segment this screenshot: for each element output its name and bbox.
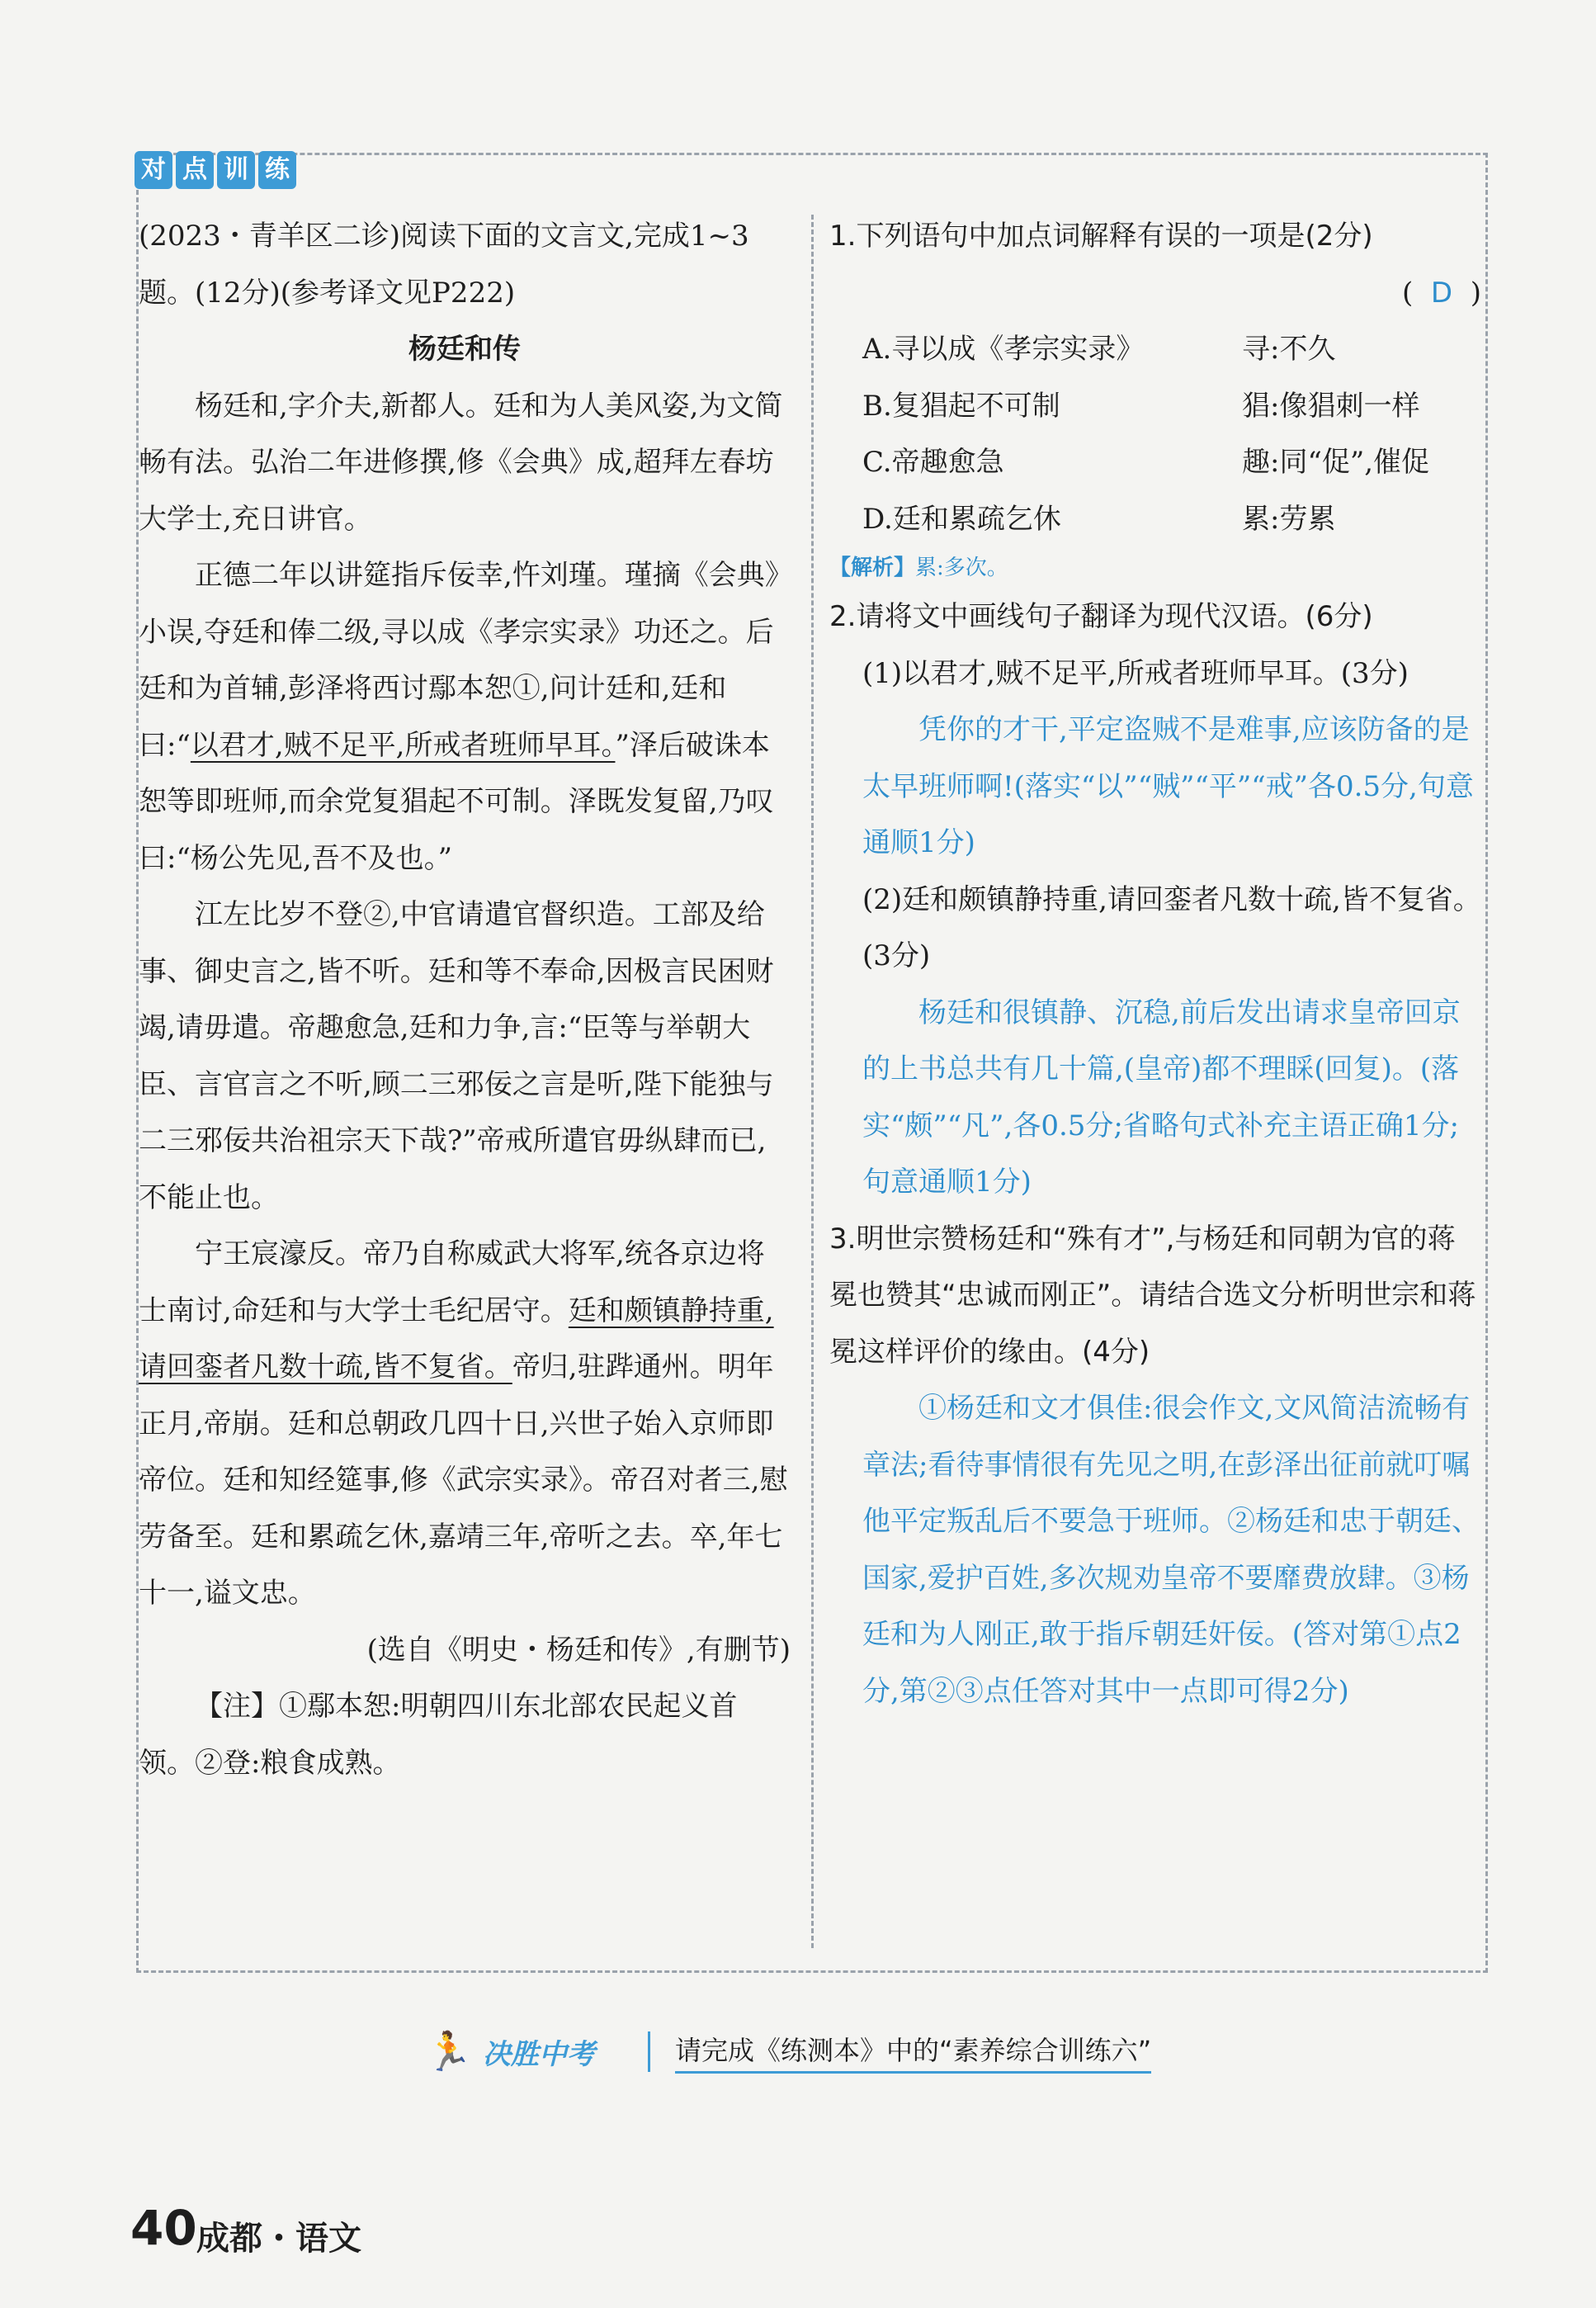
footer-banner	[425, 2027, 1209, 2076]
question-1-answer: D	[1430, 276, 1453, 310]
passage-paragraph-2	[139, 547, 791, 887]
section-tag-char: 对	[135, 151, 172, 189]
analysis-label: 【解析】	[829, 556, 916, 580]
analysis	[829, 547, 1481, 589]
underlined-sentence-2: 廷和颇镇静持重,请回銮者凡数十疏,皆不复省。	[139, 1294, 774, 1383]
question-3-answer: ①杨廷和文才俱佳:很会作文,文风简洁流畅有章法;看待事情很有先见之明,在彭泽出征前就叮嘱他平定叛乱后不要急于班师。②杨廷和忠于朝廷、国家,爱护百姓,多次规劝皇帝不要靡费放肆。③杨廷和为人刚正,敢于指斥朝廷奸佞。(答对第①点2分,第②③点任答对其中一点即可得2分)	[862, 1392, 1480, 1708]
passage-paragraph-3: 江左比岁不登②,中官请遣官督织造。工部及给事、御史言之,皆不听。廷和等不奉命,因极言民困财竭,请毋遣。帝趣愈急,廷和力争,言:“臣等与举朝大臣、言官言之不听,顾二三邪佞之言是听,陛下能独与二三邪佞共治祖宗天下哉?”帝戒所遣官毋纵肆而已,不能止也。	[139, 898, 774, 1214]
option-row	[829, 378, 1481, 435]
column-divider	[811, 215, 814, 1948]
option-text: B.复猖起不可制	[862, 389, 1060, 423]
analysis-text: 累:多次。	[915, 556, 1008, 580]
option-gloss: 趣:同“促”,催促	[1242, 446, 1430, 479]
passage-text: ”泽后破诛本恕等即班师,而余党复猖起不可制。泽既发复留,乃叹曰:“杨公先见,吾不及也。”	[139, 728, 774, 875]
passage-paragraph-4	[139, 1226, 791, 1622]
option-gloss: 寻:不久	[1242, 333, 1336, 366]
section-tag-char: 练	[258, 151, 296, 189]
questions-column	[829, 208, 1481, 1719]
passage-text: 帝归,驻跸通州。明年正月,帝崩。廷和总朝政几四十日,兴世子始入京师即帝位。廷和知经筵事,修《武宗实录》。帝召对者三,慰劳备至。廷和累疏乞休,嘉靖三年,帝听之去。卒,年七十一,谥文忠。	[139, 1350, 788, 1610]
passage-paragraph-1: 杨廷和,字介夫,新都人。廷和为人美风姿,为文简畅有法。弘治二年进修撰,修《会典》成,超拜左春坊大学士,充日讲官。	[139, 389, 783, 536]
question-2-2: (2)廷和颇镇静持重,请回銮者凡数十疏,皆不复省。(3分)	[862, 882, 1481, 972]
question-1-answer-box	[829, 265, 1481, 322]
runner-icon: 🏃	[425, 2029, 473, 2074]
passage-intro: (2023・青羊区二诊)阅读下面的文言文,完成1~3题。(12分)(参考译文见P222)	[139, 220, 749, 310]
question-2-1-answer: 凭你的才干,平定盗贼不是难事,应该防备的是太早班师啊!(落实“以”“贼”“平”“戒”各0.5分,句意通顺1分)	[862, 713, 1474, 859]
section-tag	[135, 151, 296, 189]
option-row	[829, 321, 1481, 378]
section-tag-char: 训	[217, 151, 255, 189]
question-2-1: (1)以君才,贼不足平,所戒者班师早耳。(3分)	[862, 656, 1409, 690]
passage-text: 宁王宸濠反。帝乃自称威武大将军,统各京边将士南讨,命廷和与大学士毛纪居守。	[139, 1237, 765, 1327]
option-text: A.寻以成《孝宗实录》	[862, 333, 1145, 366]
passage-title: 杨廷和传	[408, 333, 521, 366]
question-2: 2.请将文中画线句子翻译为现代汉语。(6分)	[829, 600, 1373, 633]
passage-column	[139, 208, 791, 1791]
page-label: 成都・语文	[196, 2220, 361, 2258]
underlined-sentence-1: 以君才,贼不足平,所戒者班师早耳。	[190, 728, 616, 762]
option-row	[829, 434, 1481, 491]
option-gloss: 累:劳累	[1242, 502, 1336, 536]
banner-text: 请完成《练测本》中的“素养综合训练六”	[675, 2030, 1151, 2074]
paren-open: (	[1402, 276, 1414, 310]
question-1: 1.下列语句中加点词解释有误的一项是(2分)	[829, 220, 1373, 253]
paren-close: )	[1470, 276, 1481, 310]
option-gloss: 猖:像猖刺一样	[1242, 389, 1420, 423]
question-3: 3.明世宗赞杨廷和“殊有才”,与杨廷和同朝为官的蒋冕也赞其“忠诚而刚正”。请结合选文分析明世宗和蒋冕这样评价的缘由。(4分)	[829, 1222, 1476, 1369]
option-text: C.帝趣愈急	[862, 446, 1004, 479]
page-number: 40	[130, 2200, 197, 2256]
brand-logo: 决胜中考	[483, 2031, 650, 2072]
option-row	[829, 491, 1481, 548]
passage-source: (选自《明史・杨廷和传》,有删节)	[366, 1633, 791, 1667]
passage-note: 【注】①鄢本恕:明朝四川东北部农民起义首领。②登:粮食成熟。	[139, 1690, 738, 1780]
option-text: D.廷和累疏乞休	[862, 502, 1061, 536]
passage-text: 正德二年以讲筵指斥佞幸,忤刘瑾。瑾摘《会典》小误,夺廷和俸二级,寻以成《孝宗实录》功还之。后廷和为首辅,彭泽将西讨鄢本恕①,问计廷和,廷和曰:“	[139, 559, 779, 762]
section-tag-char: 点	[176, 151, 214, 189]
question-2-2-answer: 杨廷和很镇静、沉稳,前后发出请求皇帝回京的上书总共有几十篇,(皇帝)都不理睬(回复)。(落实“颇”“凡”,各0.5分;省略句式补充主语正确1分;句意通顺1分)	[862, 996, 1461, 1199]
